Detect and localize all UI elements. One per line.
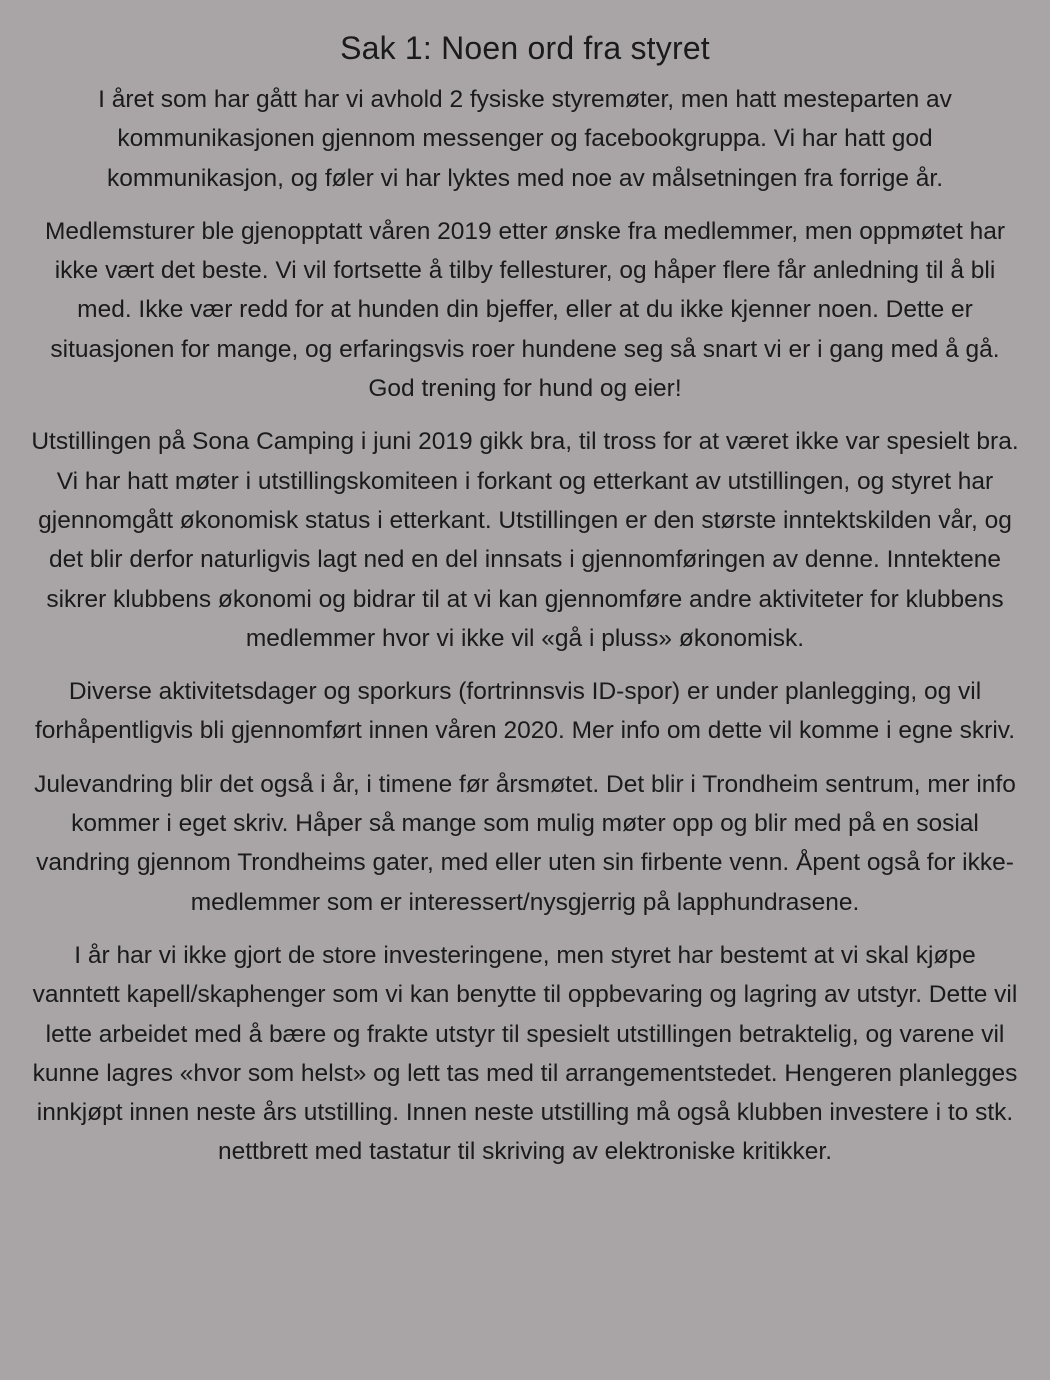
paragraph-dog-show: Utstillingen på Sona Camping i juni 2019 gikk bra, til tross for at været ikke var spesielt bra. Vi har hatt møter i utstillingskomiteen i forkant og etterkant av utstillingen, og styret har gjennomgått økonomisk status i etterkant. Utstillingen er den største inntektskilden vår, og det blir derfor naturligvis lagt ned en del innsats i gjennomføringen av denne. Inntektene sikrer klubbens økonomi og bidrar til at vi kan gjennomføre andre aktiviteter for klubbens medlemmer hvor vi ikke vil «gå i pluss» økonomisk. [31, 428, 1019, 652]
paragraph-investments: I år har vi ikke gjort de store investeringene, men styret har bestemt at vi skal kjøpe vanntett kapell/skaphenger som vi kan benytte til oppbevaring og lagring av utstyr. Dette vil lette arbeidet med å bære og frakte utstyr til spesielt utstillingen betraktelig, og varene vil kunne lagres «hvor som helst» og lett tas med til arrangementstedet. Hengeren planlegges innkjøpt innen neste års utstilling. Innen neste utstilling må også klubben investere i to stk. nettbrett med tastatur til skriving av elektroniske kritikker. [32, 941, 1018, 1166]
paragraph-member-walks: Medlemsturer ble gjenopptatt våren 2019 etter ønske fra medlemmer, men oppmøtet har ikke vært det beste. Vi vil fortsette å tilby fellesturer, og håper flere får anledning til å bli med. Ikke vær redd for at hunden din bjeffer, eller at du ikke kjenner noen. Dette er situasjonen for mange, og erfaringsvis roer hundene seg så snart vi er i gang med å gå. God trening for hund og eier! [44, 217, 1006, 403]
document-title: Sak 1: Noen ord fra styret [340, 30, 710, 66]
paragraph-christmas-walk: Julevandring blir det også i år, i timene før årsmøtet. Det blir i Trondheim sentrum, mer info kommer i eget skriv. Håper så mange som mulig møter opp og blir med på en sosial vandring gjennom Trondheims gater, med eller uten sin firbente venn. Åpent også for ikke-medlemmer som er interessert/nysgjerrig på lapphundrasene. [34, 770, 1016, 916]
paragraph-board-meetings: I året som har gått har vi avhold 2 fysiske styremøter, men hatt mesteparten av kommunikasjonen gjennom messenger og facebookgruppa. Vi har hatt god kommunikasjon, og føler vi har lyktes med noe av målsetningen fra forrige år. [98, 86, 952, 192]
paragraph-activity-days: Diverse aktivitetsdager og sporkurs (fortrinnsvis ID-spor) er under planlegging, og vil forhåpentligvis bli gjennomført innen våren 2020. Mer info om dette vil komme i egne skriv. [34, 678, 1015, 745]
